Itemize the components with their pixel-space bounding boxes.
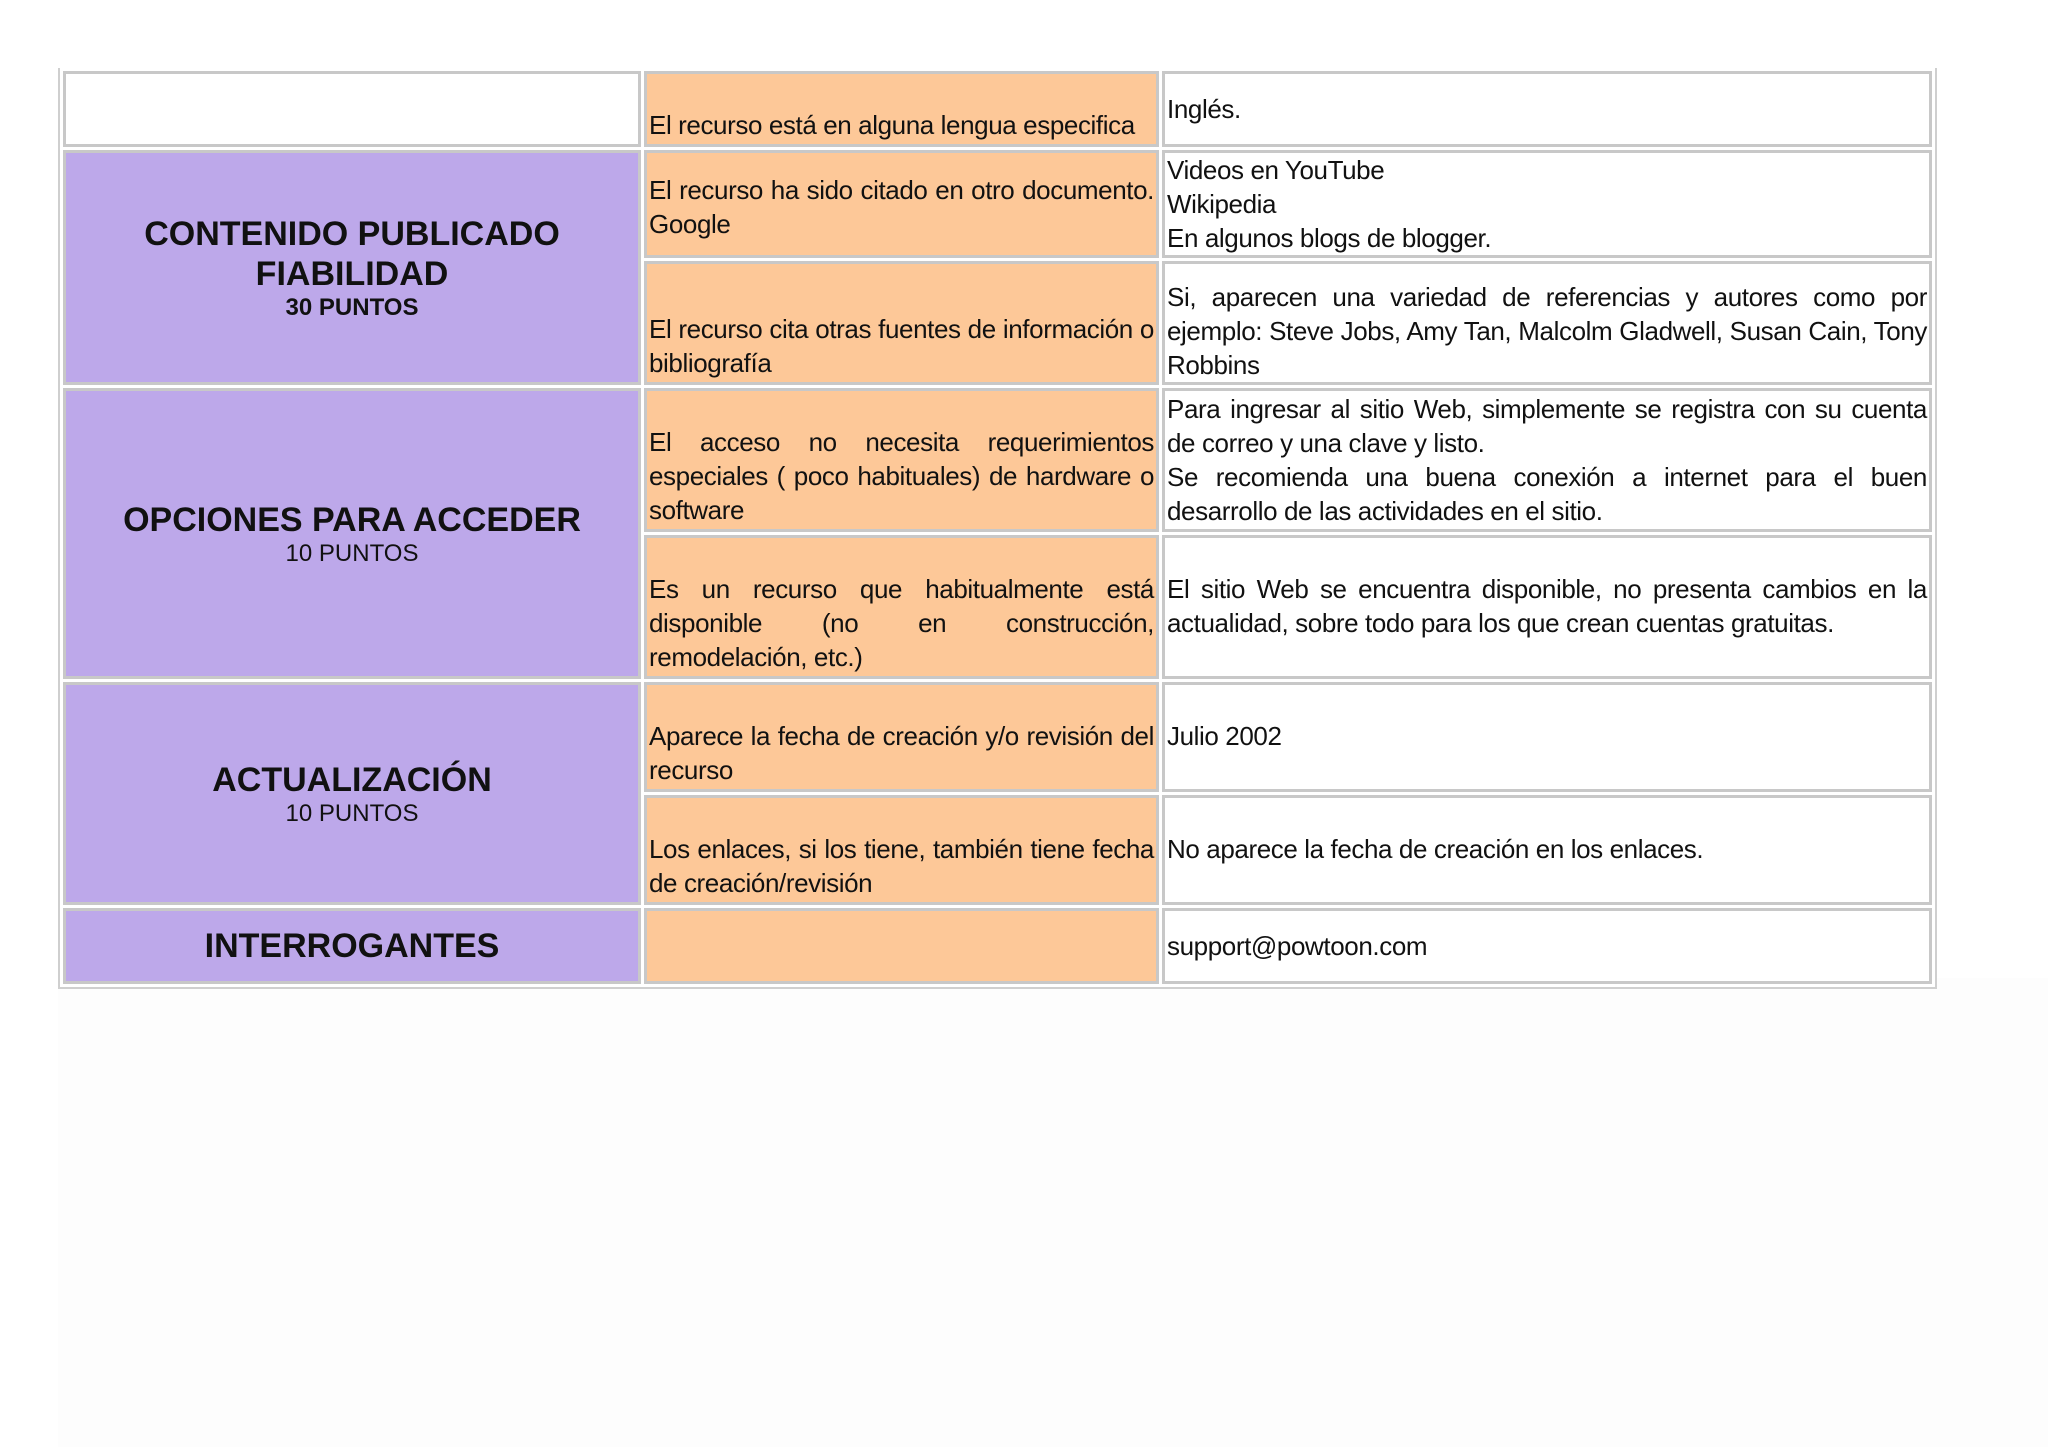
category-title: INTERROGANTES	[204, 927, 500, 965]
category-title: ACTUALIZACIÓN	[212, 760, 492, 799]
response-text: Para ingresar al sitio Web, simplemente se registra con su cuenta de correo y una clave y listo.	[1167, 394, 1927, 458]
criterion-text: El recurso ha sido citado en otro documento. Google	[649, 175, 1154, 239]
contact-email: support@powtoon.com	[1167, 931, 1428, 961]
criterion-cell	[644, 682, 1159, 792]
response-cell	[1162, 388, 1932, 532]
criterion-text: El recurso cita otras fuentes de información o bibliografía	[649, 314, 1154, 378]
category-cell-empty	[63, 71, 641, 147]
response-text: Julio 2002	[1167, 721, 1282, 751]
response-cell	[1162, 535, 1932, 679]
criterion-text: Los enlaces, si los tiene, también tiene fecha de creación/revisión	[649, 834, 1154, 898]
table-row	[63, 71, 1932, 147]
criterion-text: Aparece la fecha de creación y/o revisión del recurso	[649, 721, 1154, 785]
category-interrogantes	[63, 908, 641, 984]
criterion-cell	[644, 261, 1159, 385]
table-row	[63, 908, 1932, 984]
response-text: Si, aparecen una variedad de referencias y autores como por ejemplo: Steve Jobs, Amy Tan, Malcolm Gladwell, Susan Cain, Tony Robbins	[1167, 282, 1927, 380]
response-cell	[1162, 908, 1932, 984]
criterion-cell	[644, 71, 1159, 147]
response-cell	[1162, 682, 1932, 792]
category-title: CONTENIDO PUBLICADO	[144, 214, 560, 253]
category-title: FIABILIDAD	[255, 254, 449, 293]
response-cell	[1162, 150, 1932, 258]
table-row	[63, 150, 1932, 258]
category-points: 30 PUNTOS	[285, 293, 419, 321]
category-actualizacion	[63, 682, 641, 905]
response-text: No aparece la fecha de creación en los enlaces.	[1167, 834, 1704, 864]
criterion-cell	[644, 388, 1159, 532]
criterion-cell	[644, 535, 1159, 679]
evaluation-rubric-table	[58, 68, 1937, 989]
category-contenido-publicado	[63, 150, 641, 385]
criterion-cell	[644, 150, 1159, 258]
response-cell	[1162, 261, 1932, 385]
table-row	[63, 388, 1932, 532]
category-opciones-para-acceder	[63, 388, 641, 679]
response-text: Wikipedia	[1167, 189, 1277, 219]
response-cell	[1162, 795, 1932, 905]
response-text: Se recomienda una buena conexión a internet para el buen desarrollo de las actividades en el sitio.	[1167, 462, 1927, 526]
criterion-cell-empty	[644, 908, 1159, 984]
criterion-text: El recurso está en alguna lengua especifica	[649, 110, 1135, 140]
response-text: El sitio Web se encuentra disponible, no presenta cambios en la actualidad, sobre todo para los que crean cuentas gratuitas.	[1167, 574, 1927, 638]
criterion-cell	[644, 795, 1159, 905]
criterion-text: Es un recurso que habitualmente está disponible (no en construcción, remodelación, etc.)	[649, 574, 1154, 672]
response-text: Inglés.	[1167, 94, 1241, 124]
response-cell	[1162, 71, 1932, 147]
criterion-text: El acceso no necesita requerimientos especiales ( poco habituales) de hardware o software	[649, 427, 1154, 525]
table-row	[63, 682, 1932, 792]
response-text: En algunos blogs de blogger.	[1167, 223, 1492, 253]
category-title: OPCIONES PARA ACCEDER	[123, 500, 581, 539]
response-text: Videos en YouTube	[1167, 155, 1385, 185]
category-points: 10 PUNTOS	[285, 539, 419, 567]
category-points: 10 PUNTOS	[285, 799, 419, 827]
page-background	[58, 978, 2048, 1447]
